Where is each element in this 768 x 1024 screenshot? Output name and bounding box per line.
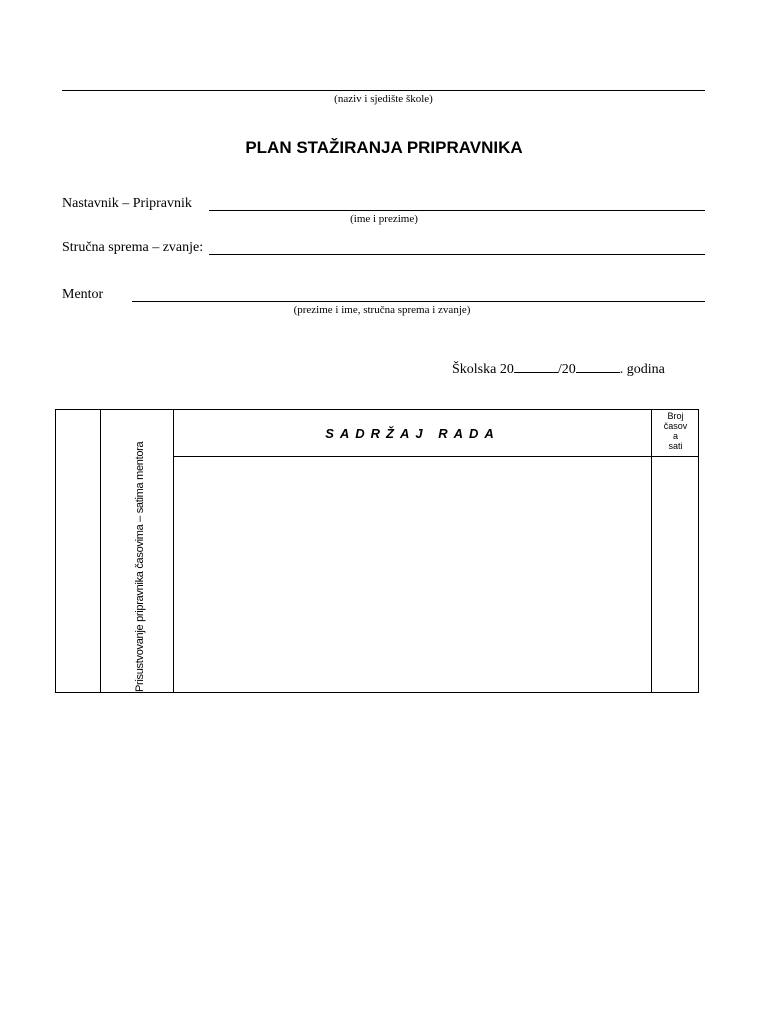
- trainee-caption: (ime i prezime): [350, 213, 418, 225]
- qualification-field[interactable]: [209, 254, 705, 255]
- trainee-name-field[interactable]: [209, 210, 705, 211]
- school-year-prefix: Školska 20: [452, 362, 514, 377]
- hours-header-line4: sati: [668, 441, 683, 451]
- school-year: [452, 358, 665, 378]
- school-year-separator: /20: [557, 362, 576, 377]
- number-cell[interactable]: [56, 410, 100, 692]
- mentor-label: Mentor: [62, 287, 104, 302]
- qualification-label: Stručna sprema – zvanje:: [62, 240, 204, 255]
- mentor-field[interactable]: [132, 301, 705, 302]
- hours-header-line2: časov: [663, 421, 688, 431]
- school-year-end-field[interactable]: [576, 358, 620, 373]
- school-name-caption: (naziv i sjedište škole): [334, 93, 433, 105]
- work-plan-table: [55, 409, 699, 693]
- page-title: PLAN STAŽIRANJA PRIPRAVNIKA: [245, 138, 523, 157]
- hours-column-header: [652, 410, 699, 456]
- mentor-caption: (prezime i ime, stručna sprema i zvanje): [293, 304, 471, 316]
- trainee-label: Nastavnik – Pripravnik: [62, 196, 192, 211]
- content-cell[interactable]: [174, 457, 651, 692]
- hours-header-line3: a: [672, 431, 678, 441]
- hours-cell[interactable]: [652, 457, 699, 692]
- school-year-start-field[interactable]: [514, 358, 558, 373]
- attendance-header-text: Prisustvovanje pripravnika časovima – satima mentora: [134, 441, 146, 692]
- school-year-suffix: . godina: [619, 362, 665, 377]
- hours-header-line1: Broj: [667, 411, 684, 421]
- school-name-line: [62, 90, 705, 91]
- content-column-header: SADRŽAJ RADA: [325, 425, 500, 441]
- attendance-column-header: [101, 410, 174, 692]
